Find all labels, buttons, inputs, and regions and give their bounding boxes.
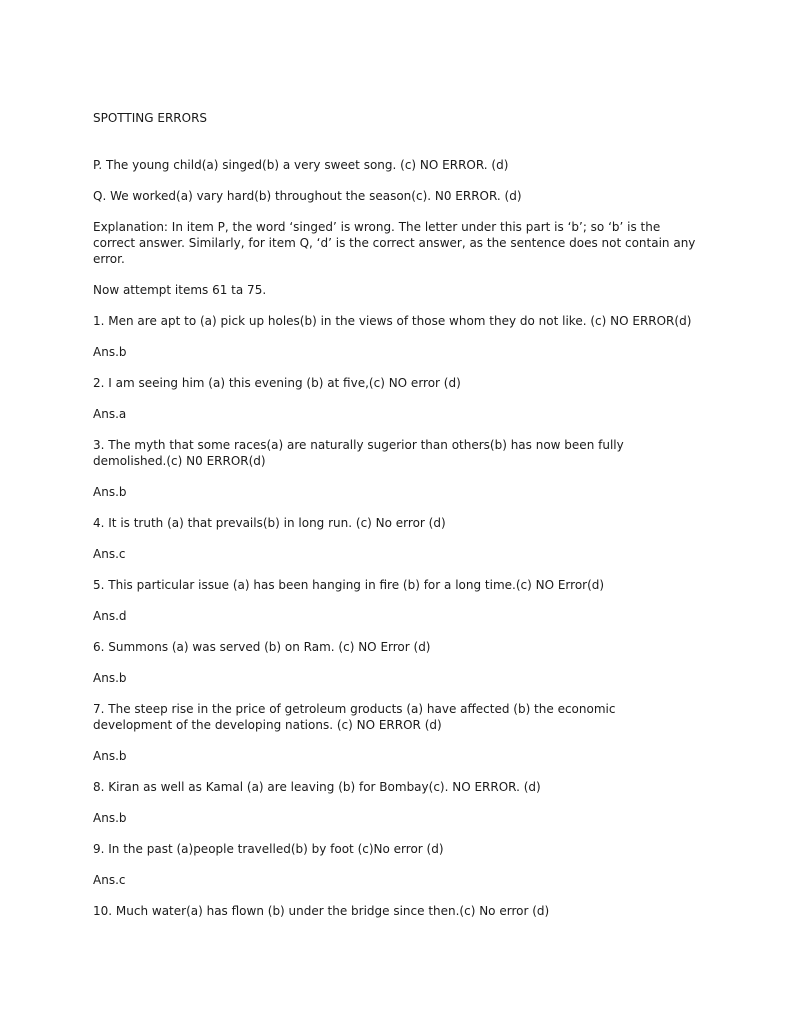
- question-text: 5. This particular issue (a) has been hanging in fire (b) for a long time.(c) NO Error(d): [93, 578, 605, 592]
- question-text: 10. Much water(a) has flown (b) under the bridge since then.(c) No error (d): [93, 904, 550, 918]
- question-text: 8. Kiran as well as Kamal (a) are leaving (b) for Bombay(c). NO ERROR. (d): [93, 780, 541, 794]
- document-page: [93, 110, 698, 934]
- question-text: 3. The myth that some races(a) are naturally sugerior than others(b) has now been fully demolished.(c) N0 ERROR(d): [93, 438, 624, 468]
- question-text: 4. It is truth (a) that prevails(b) in long run. (c) No error (d): [93, 516, 446, 530]
- questions-list: [93, 313, 698, 919]
- answer-text: Ans.b: [93, 485, 127, 499]
- answer-text: Ans.a: [93, 407, 127, 421]
- answer-text: Ans.b: [93, 811, 127, 825]
- example-p: P. The young child(a) singed(b) a very sweet song. (c) NO ERROR. (d): [93, 158, 509, 172]
- instruction: Now attempt items 61 ta 75.: [93, 283, 267, 297]
- answer-text: Ans.b: [93, 345, 127, 359]
- page-title: SPOTTING ERRORS: [93, 111, 208, 125]
- question-text: 2. I am seeing him (a) this evening (b) at five,(c) NO error (d): [93, 376, 461, 390]
- example-q: Q. We worked(a) vary hard(b) throughout the season(c). N0 ERROR. (d): [93, 189, 522, 203]
- answer-text: Ans.b: [93, 671, 127, 685]
- question-text: 9. In the past (a)people travelled(b) by foot (c)No error (d): [93, 842, 444, 856]
- answer-text: Ans.d: [93, 609, 127, 623]
- answer-text: Ans.b: [93, 749, 127, 763]
- answer-text: Ans.c: [93, 873, 126, 887]
- answer-text: Ans.c: [93, 547, 126, 561]
- question-text: 6. Summons (a) was served (b) on Ram. (c) NO Error (d): [93, 640, 431, 654]
- question-text: 7. The steep rise in the price of getroleum groducts (a) have affected (b) the economic development of the developing nations. (c) NO ERROR (d): [93, 702, 616, 732]
- explanation: Explanation: In item P, the word ‘singed’ is wrong. The letter under this part is ‘b’; so ‘b’ is the correct answer. Similarly, for item Q, ‘d’ is the correct answer, as the sentence does not contain any error.: [93, 220, 696, 266]
- question-text: 1. Men are apt to (a) pick up holes(b) in the views of those whom they do not like. (c) NO ERROR(d): [93, 314, 692, 328]
- examples-section: [93, 157, 698, 298]
